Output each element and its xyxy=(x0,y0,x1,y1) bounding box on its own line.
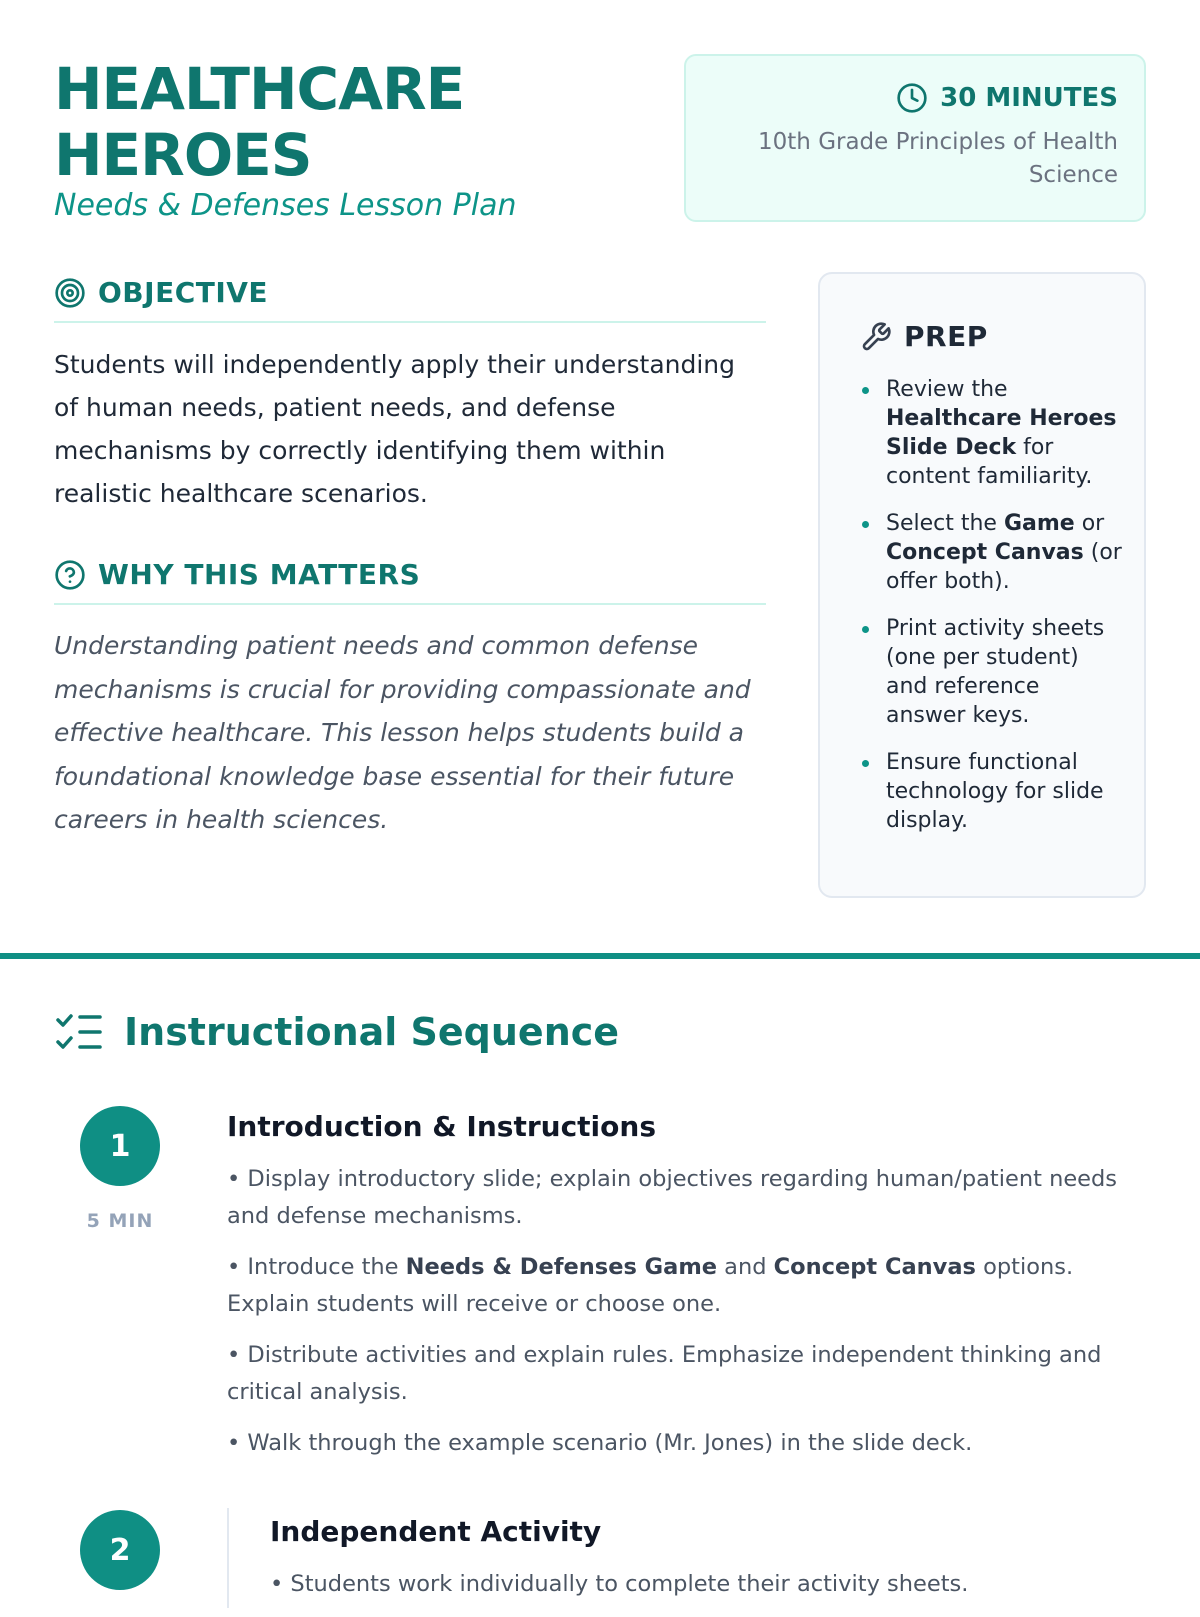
step-number-badge: 1 xyxy=(80,1106,160,1186)
step-bullet: • Distribute activities and explain rules. Emphasize independent thinking and critical analysis. xyxy=(227,1342,1102,1405)
step-1-body xyxy=(227,1110,1147,1476)
step-bullet: • Students work individually to complete their activity sheets. xyxy=(270,1571,969,1597)
prep-item: Select the Game or Concept Canvas (or offer both). xyxy=(860,509,1124,596)
step-bullets xyxy=(227,1161,1147,1462)
prep-heading xyxy=(860,320,1124,353)
prep-title: PREP xyxy=(904,320,988,353)
prep-list xyxy=(860,375,1124,835)
wrench-icon xyxy=(860,321,892,353)
target-icon xyxy=(54,277,86,309)
lesson-duration xyxy=(706,82,1118,114)
checklist-icon xyxy=(54,1011,104,1053)
page-title xyxy=(54,56,464,188)
grade-label: 10th Grade Principles of Health Science xyxy=(758,129,1118,188)
prep-item: Ensure functional technology for slide display. xyxy=(860,748,1124,835)
step-bullets xyxy=(270,1566,1150,1603)
sequence-title: Instructional Sequence xyxy=(124,1010,620,1054)
step-connector-line xyxy=(227,1508,229,1608)
step-2-body xyxy=(270,1515,1150,1617)
help-circle-icon xyxy=(54,559,86,591)
why-title: WHY THIS MATTERS xyxy=(98,558,421,591)
lesson-meta-card xyxy=(684,54,1146,222)
sequence-heading xyxy=(54,1010,619,1054)
why-text: Understanding patient needs and common defense mechanisms is crucial for providing compassionate and effective healthcare. This lesson helps students build a foundational knowledge base essential for their future careers in health sciences. xyxy=(54,631,751,834)
step-bullet: • Introduce the Needs & Defenses Game and Concept Canvas options. Explain students will receive or choose one. xyxy=(227,1254,1074,1317)
why-heading xyxy=(54,558,766,605)
prep-item: Review the Healthcare Heroes Slide Deck for content familiarity. xyxy=(860,375,1124,491)
step-bullet: • Display introductory slide; explain objectives regarding human/patient needs and defense mechanisms. xyxy=(227,1166,1118,1229)
title-line-2: HEROES xyxy=(54,121,312,189)
step-title: Introduction & Instructions xyxy=(227,1110,656,1143)
section-divider xyxy=(0,953,1200,959)
step-title: Independent Activity xyxy=(270,1515,602,1548)
objective-heading xyxy=(54,276,766,323)
step-duration: 5 MIN xyxy=(86,1210,154,1232)
objective-title: OBJECTIVE xyxy=(98,276,269,309)
prep-item: Print activity sheets (one per student) and reference answer keys. xyxy=(860,614,1124,730)
page-subtitle: Needs & Defenses Lesson Plan xyxy=(54,188,517,223)
prep-card xyxy=(818,272,1146,898)
clock-icon xyxy=(896,82,928,114)
step-bullet: • Walk through the example scenario (Mr. Jones) in the slide deck. xyxy=(227,1430,973,1456)
title-line-1: HEALTHCARE xyxy=(54,55,465,123)
duration-label: 30 MINUTES xyxy=(940,83,1118,113)
objective-text: Students will independently apply their understanding of human needs, patient needs, and defense mechanisms by correctly identifying them within realistic healthcare scenarios. xyxy=(54,350,736,508)
step-number-badge: 2 xyxy=(80,1510,160,1590)
